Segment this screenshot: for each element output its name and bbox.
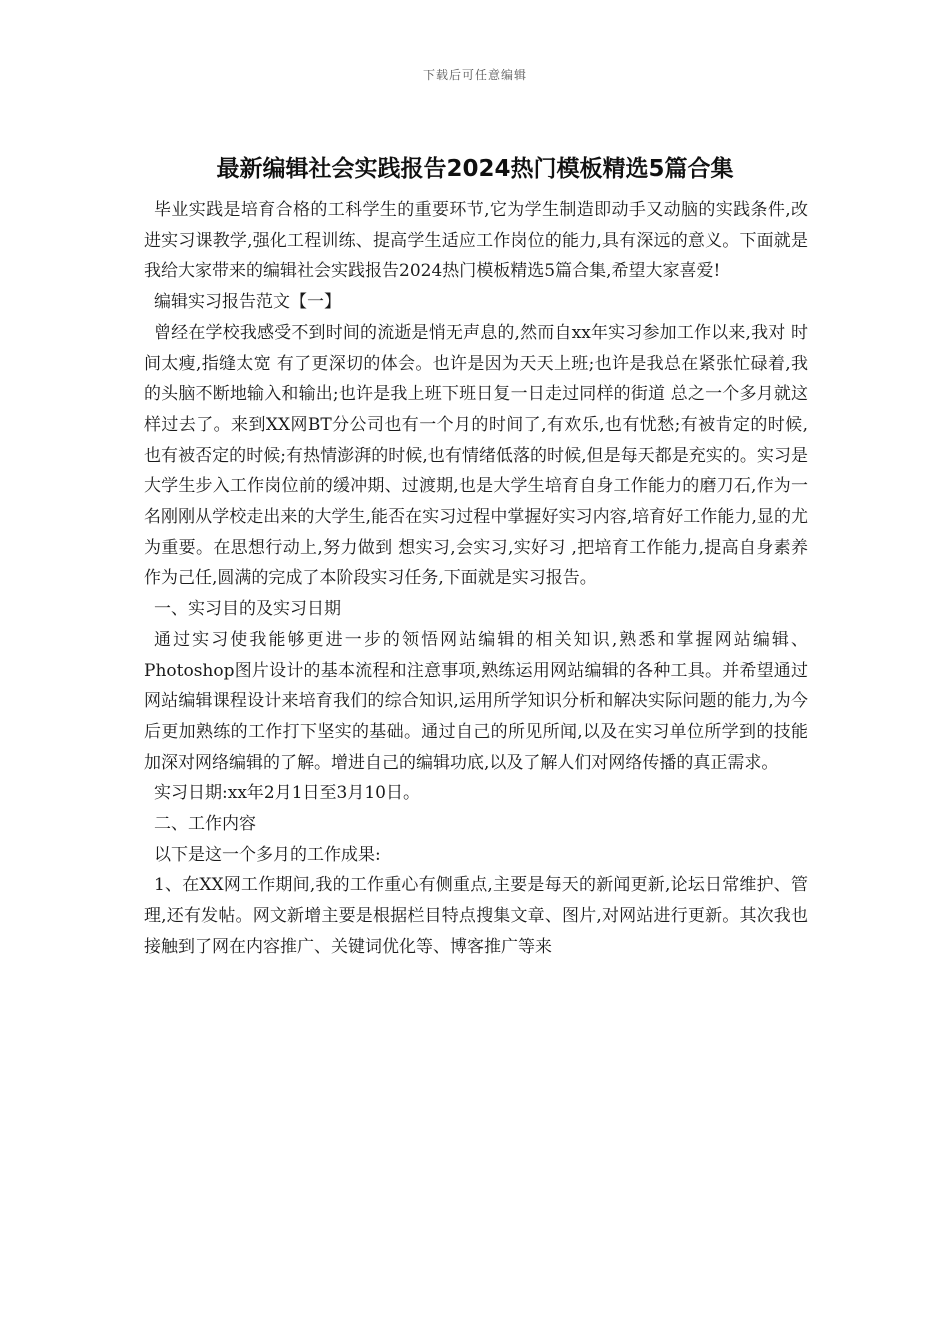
section-heading: 一、实习目的及实习日期 xyxy=(154,599,341,620)
body-paragraph: 曾经在学校我感受不到时间的流逝是悄无声息的,然而自xx年实习参加工作以来,我对 时间太瘦,指缝太宽 有了更深切的体会。也许是因为天天上班;也许是我总在紧张忙碌着,我的头脑不断地输入和输出;也许是我上班下班日复一日走过同样的街道 总之一个多月就这样过去了。来到XX网BT分公司也有一个月的时间了,有欢乐,也有忧愁;有被肯定的时候,也有被否定的时候;有热情澎湃的时候,也有情绪低落的时候,但是每天都是充实的。实习是大学生步入工作岗位前的缓冲期、过渡期,也是大学生培育自身工作能力的磨刀石,作为一名刚刚从学校走出来的大学生,能否在实习过程中掌握好实习内容,培育好工作能力,显的尤为重要。在思想行动上,努力做到 想实习,会实习,实好习 ,把培育工作能力,提高自身素养作为己任,圆满的完成了本阶段实习任务,下面就是实习报告。 xyxy=(144,322,808,589)
document-title: 最新编辑社会实践报告2024热门模板精选5篇合集 xyxy=(216,156,734,182)
header-note: 下载后可任意编辑 xyxy=(422,68,527,82)
section-heading: 二、工作内容 xyxy=(154,814,256,835)
body-paragraph: 通过实习使我能够更进一步的领悟网站编辑的相关知识,熟悉和掌握网站编辑、Photoshop图片设计的基本流程和注意事项,熟练运用网站编辑的各种工具。并希望通过网站编辑课程设计来培育我们的综合知识,运用所学知识分析和解决实际问题的能力,为今后更加熟练的工作打下坚实的基础。通过自己的所见所闻,以及在实习单位所学到的技能加深对网络编辑的了解。增进自己的编辑功底,以及了解人们对网络传播的真正需求。 xyxy=(144,629,808,773)
body-paragraph: 以下是这一个多月的工作成果: xyxy=(154,844,381,865)
document-body xyxy=(144,195,808,963)
body-paragraph: 实习日期:xx年2月1日至3月10日。 xyxy=(154,783,420,804)
body-paragraph: 1、在XX网工作期间,我的工作重心有侧重点,主要是每天的新闻更新,论坛日常维护、管理,还有发帖。网文新增主要是根据栏目特点搜集文章、图片,对网站进行更新。其次我也接触到了网在内容推广、关键词优化等、博客推广等来 xyxy=(144,875,808,957)
intro-paragraph: 毕业实践是培育合格的工科学生的重要环节,它为学生制造即动手又动脑的实践条件,改进实习课教学,强化工程训练、提高学生适应工作岗位的能力,具有深远的意义。下面就是我给大家带来的编辑社会实践报告2024热门模板精选5篇合集,希望大家喜爱! xyxy=(144,200,808,282)
section-heading: 编辑实习报告范文【一】 xyxy=(154,292,341,313)
